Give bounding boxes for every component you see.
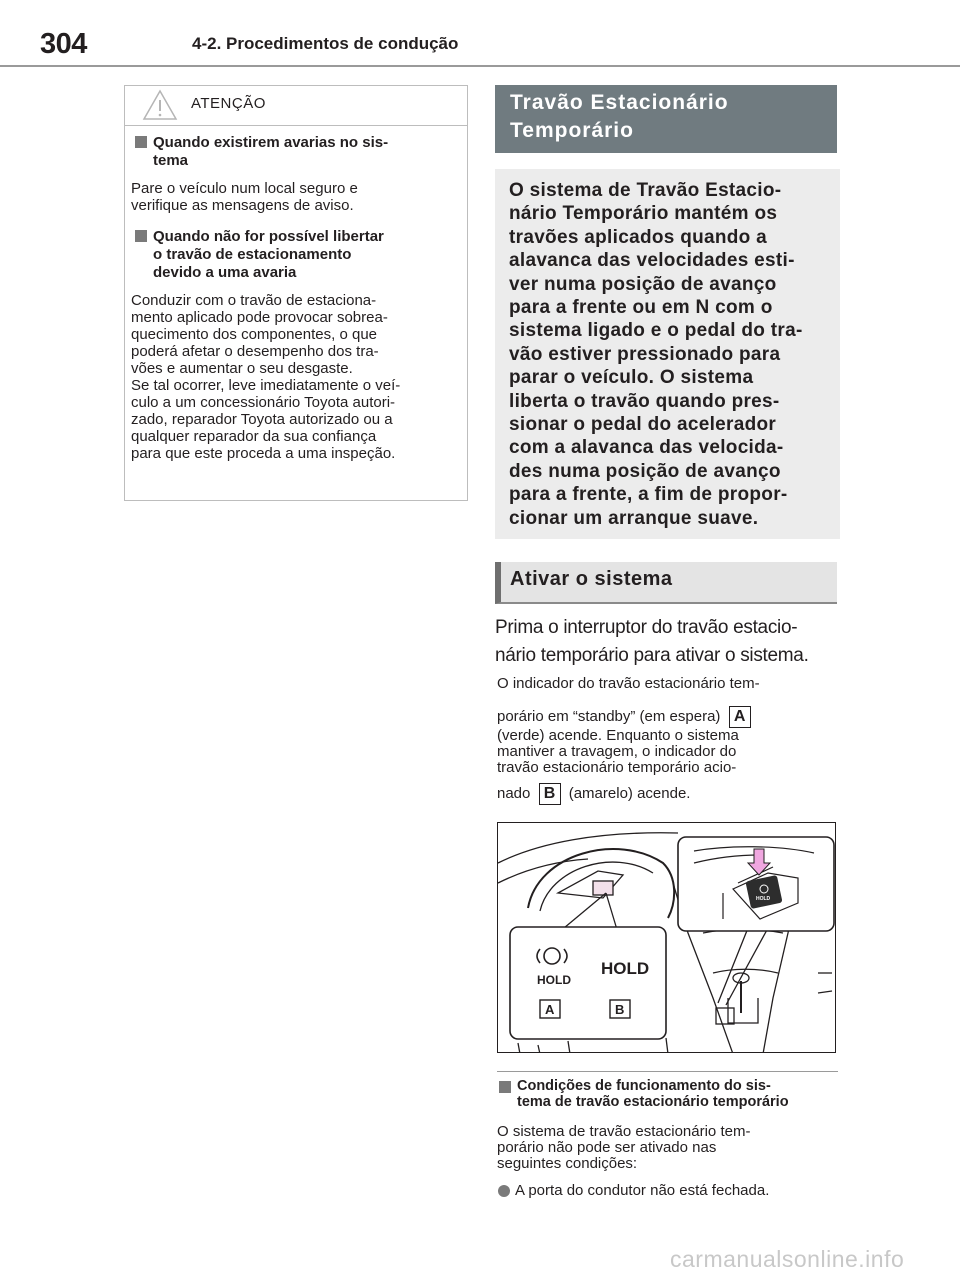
figure-label-b: B: [615, 1002, 625, 1017]
warning-title: ATENÇÃO: [191, 95, 266, 112]
dashboard-illustration: [497, 822, 836, 1053]
label-a-badge: A: [729, 706, 751, 728]
watermark: carmanualsonline.info: [670, 1246, 905, 1272]
square-bullet-icon: [499, 1081, 511, 1093]
header-rule: [0, 65, 960, 67]
conditions-heading: Condições de funcionamento do sis- tema de travão estacionário temporário: [497, 1078, 842, 1110]
label-b-badge: B: [539, 783, 561, 805]
warning-item-1-heading: Quando existirem avarias no sis- tema: [131, 134, 457, 170]
warning-item-2-text: Conduzir com o travão de estaciona- mento aplicado pode provocar sobrea- quecimento dos componentes, o que poderá afetar o desempenho dos tra- vões e aumentar o seu desgaste. Se tal ocorrer, leve imediatamente o veí- culo a um concessionário Toyota autori- zado, reparador Toyota autorizado ou a qualquer reparador da sua confiança para que este proceda a uma inspeção.: [131, 292, 401, 462]
conditions-rule: [497, 1071, 838, 1072]
warning-item-2-heading: Quando não for possível libertar o travão de estacionamento devido a uma avaria: [131, 228, 457, 282]
dashboard-drawing: [498, 823, 836, 1053]
summary-box: O sistema de Travão Estacio- nário Temporário mantém os travões aplicados quando a alavanca das velocidades esti- ver numa posição de avanço para a frente ou em N com o sistema ligado e o pedal do tra- vão estiver pressionado para parar o veículo. O sistema liberta o travão quando pres- sionar o pedal do acelerador com a alavanca das velocida- des numa posição de avanço para a frente, a fim de propor- cionar um arranque suave.: [495, 169, 840, 539]
section-title: 4-2. Procedimentos de condução: [192, 34, 459, 53]
page-number: 304: [40, 28, 87, 60]
activate-heading: Ativar o sistema: [495, 562, 837, 604]
warning-triangle-icon: [142, 89, 178, 121]
square-bullet-icon: [135, 230, 147, 242]
activate-instruction: Prima o interruptor do travão estacio- nário temporário para ativar o sistema.: [495, 617, 809, 666]
warning-item-1-text: Pare o veículo num local seguro e verifique as mensagens de aviso.: [131, 180, 358, 214]
warning-box: [124, 85, 468, 501]
conditions-text: O sistema de travão estacionário tem- porário não pode ser ativado nas seguintes condições:: [497, 1123, 751, 1172]
warning-header: [125, 86, 467, 126]
indicator-a-hold-text: HOLD: [537, 973, 571, 987]
circle-bullet-icon: [498, 1185, 510, 1197]
activate-description: O indicador do travão estacionário tem- porário em “standby” (em espera) A (verde) acende. Enquanto o sistema mantiver a travagem, o indicador do travão estacionário temporário acio- nado B (amarelo) acende.: [497, 676, 842, 812]
figure-label-a: A: [545, 1002, 555, 1017]
indicator-b-hold-text: HOLD: [601, 959, 650, 978]
section-banner: Travão Estacionário Temporário: [495, 85, 837, 153]
switch-hold-label: HOLD: [756, 896, 771, 902]
square-bullet-icon: [135, 136, 147, 148]
conditions-bullet: A porta do condutor não está fechada.: [497, 1183, 842, 1199]
